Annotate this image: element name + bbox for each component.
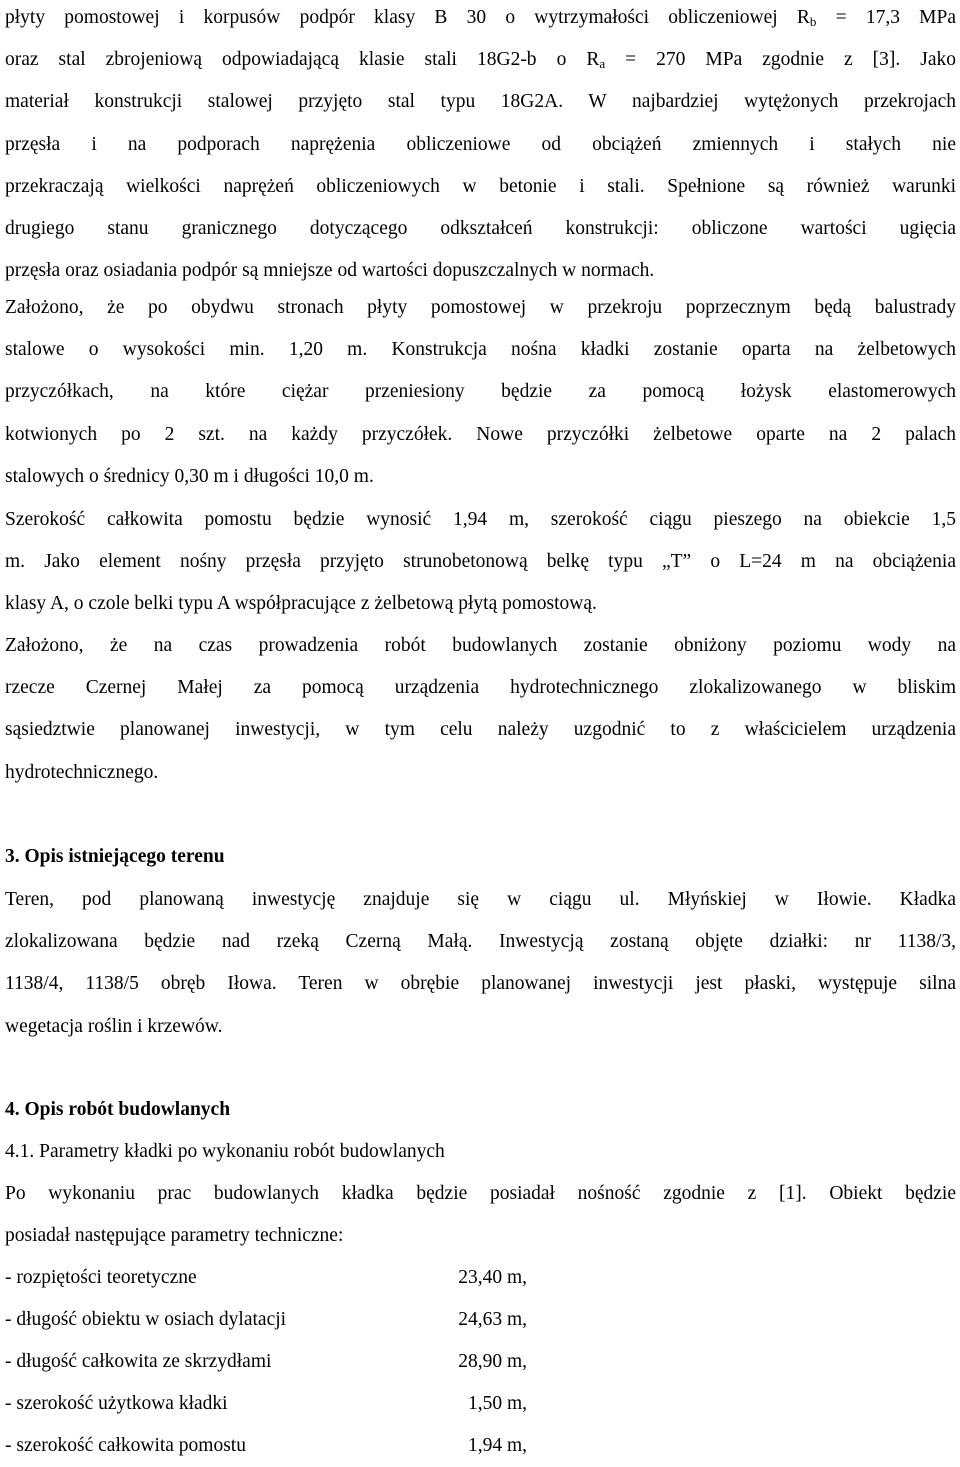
paragraph-terrain-description	[5, 879, 956, 1048]
text-line: Po wykonaniu prac budowlanych kładka będzie posiadał nośność zgodnie z [1]. Obiekt będzie	[5, 1183, 956, 1204]
parameter-label: - długość całkowita ze skrzydłami	[5, 1351, 272, 1372]
text-line: przekraczają wielkości naprężeń obliczeniowych w betonie i stali. Spełnione są również warunki	[5, 175, 956, 197]
parameter-label: - szerokość całkowita pomostu	[5, 1435, 246, 1456]
paragraph-deck-width	[5, 499, 956, 626]
paragraph-balustrades	[5, 287, 956, 498]
text-line: drugiego stanu granicznego dotyczącego odkształceń konstrukcji: obliczone wartości ugięcia	[5, 217, 956, 239]
text-line: materiał konstrukcji stalowej przyjęto stal typu 18G2A. W najbardziej wytężonych przekrojach	[5, 91, 956, 113]
document-page	[5, 0, 956, 1465]
paragraph-water-level	[5, 625, 956, 794]
text-line: przęsła i na podporach naprężenia obliczeniowe od obciążeń zmiennych i stałych nie	[5, 133, 956, 155]
text-line: Założono, że na czas prowadzenia robót budowlanych zostanie obniżony poziomu wody na	[5, 635, 956, 656]
paragraph-load-capacity	[5, 1173, 956, 1257]
text-line: wegetacja roślin i krzewów.	[5, 1015, 223, 1037]
parameter-value: 24,63 m,	[458, 1309, 527, 1330]
text-line: oraz stal zbrojeniową odpowiadającą klasie stali 18G2-b o $R_a = 270$ MPa zgodnie z [3]. Jako	[5, 49, 957, 72]
text-line: sąsiedztwie planowanej inwestycji, w tym celu należy uzgodnić to z właścicielem urządzenia	[5, 719, 956, 741]
parameter-value: 28,90 m,	[458, 1351, 527, 1372]
text-line: Założono, że po obydwu stronach płyty pomostowej w przekroju poprzecznym będą balustrady	[5, 297, 956, 318]
text-line: przyczółkach, na które ciężar przeniesiony będzie za pomocą łożysk elastomerowych	[5, 381, 956, 403]
text-line: płyty pomostowej i korpusów podpór klasy B 30 o wytrzymałości obliczeniowej $R_b = 17,3$ MPa	[5, 7, 956, 29]
text-line: rzecze Czernej Małej za pomocą urządzenia hydrotechnicznego zlokalizowanego w bliskim	[5, 677, 956, 699]
subsection-heading-bridge-parameters: 4.1. Parametry kładki po wykonaniu robót budowlanych	[5, 1141, 445, 1162]
parameter-label: - rozpiętości teoretyczne	[5, 1267, 197, 1288]
text-line: kotwionych po 2 szt. na każdy przyczółek. Nowe przyczółki żelbetowe oparte na 2 palach	[5, 423, 956, 445]
parameter-value: 1,94 m,	[467, 1435, 527, 1456]
parameter-row	[5, 1383, 605, 1425]
text-line: hydrotechnicznego.	[5, 761, 159, 783]
parameter-label: - długość obiektu w osiach dylatacji	[5, 1309, 287, 1330]
text-line: klasy A, o czole belki typu A współpracujące z żelbetową płytą pomostową.	[5, 593, 597, 615]
text-line: m. Jako element nośny przęsła przyjęto strunobetonową belkę typu „T” o L=24 m na obciążenia	[5, 551, 956, 573]
parameter-value: 1,50 m,	[467, 1393, 527, 1414]
text-line: posiadał następujące parametry techniczne:	[5, 1225, 344, 1247]
parameter-row	[5, 1299, 605, 1341]
text-line: 1138/4, 1138/5 obręb Iłowa. Teren w obrębie planowanej inwestycji jest płaski, występuje silna	[5, 973, 956, 995]
section-heading-existing-terrain: 3. Opis istniejącego terenu	[5, 846, 225, 867]
text-line: zlokalizowana będzie nad rzeką Czerną Małą. Inwestycją zostaną objęte działki: nr 1138/3,	[5, 931, 956, 953]
parameter-row	[5, 1257, 605, 1299]
text-line: przęsła oraz osiadania podpór są mniejsze od wartości dopuszczalnych w normach.	[5, 260, 655, 282]
text-line: Teren, pod planowaną inwestycję znajduje się w ciągu ul. Młyńskiej w Iłowie. Kładka	[5, 889, 956, 910]
parameter-label: - szerokość użytkowa kładki	[5, 1393, 228, 1414]
parameter-row	[5, 1341, 605, 1383]
section-heading-construction-works: 4. Opis robót budowlanych	[5, 1099, 231, 1120]
text-line: stalowych o średnicy 0,30 m i długości 10,0 m.	[5, 465, 374, 487]
parameter-value: 23,40 m,	[458, 1267, 527, 1288]
text-line: stalowe o wysokości min. 1,20 m. Konstrukcja nośna kładki zostanie oparta na żelbetowych	[5, 339, 956, 361]
text-line: Szerokość całkowita pomostu będzie wynosić 1,94 m, szerokość ciągu pieszego na obiekcie 1,5	[5, 509, 956, 530]
paragraph-concrete-steel	[5, 0, 956, 292]
parameter-row	[5, 1425, 605, 1467]
